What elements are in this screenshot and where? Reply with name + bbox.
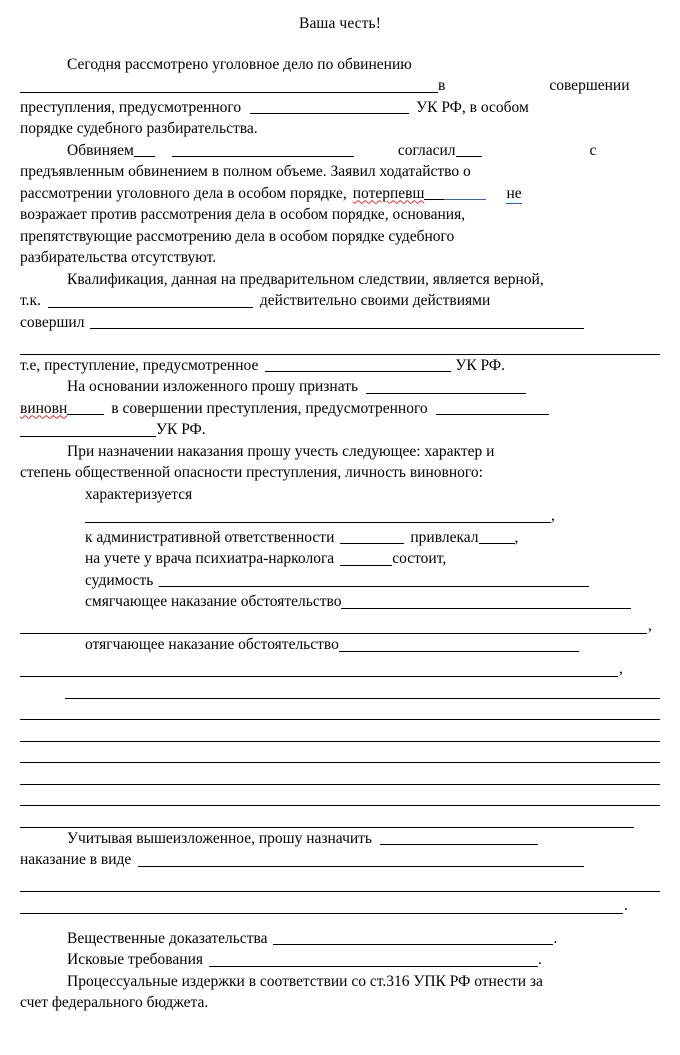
item-aggravating [20,634,660,656]
p3-line-5 [20,355,660,377]
p3-word-te: т.е, преступление, предусмотренное [20,356,259,374]
paragraph-evidence-costs [20,928,660,1014]
p3-line-3 [20,312,660,334]
blank-aggravating-b[interactable] [20,656,618,678]
blank-characterization[interactable] [85,508,551,523]
paragraph-penalty-request [20,828,660,914]
blank-penalty-4-row [20,892,660,914]
p3-word-deystvitelno: действительно своими действиями [259,292,491,309]
blank-penalty-2[interactable] [138,852,584,867]
item-admin-liability-label-a: к административной ответственности [85,528,335,546]
p1-line-1: Сегодня рассмотрено уголовное дело по обвинению [67,55,412,73]
item-characterization [20,484,660,527]
p2-line-6: разбирательства отсутствуют. [20,249,217,266]
paragraph-case-intro [20,54,660,140]
free-line-2[interactable] [20,699,660,721]
item-mitigating [20,591,660,613]
free-line-1[interactable] [65,677,660,699]
item-psych-registry-label: на учете у врача психиатра-нарколога [85,550,335,567]
item-admin-liability-label-b: привлекал [410,528,479,546]
p8-line-claims [20,949,660,971]
blank-article-1[interactable] [250,99,409,114]
p1-word-v: в [438,77,446,94]
blank-mitigating-a[interactable] [341,594,631,609]
blank-admin-liability[interactable] [340,529,404,544]
p3-line-1: Квалификация, данная на предварительном следствии, является верной, [67,270,544,288]
blank-civil-claims[interactable] [209,952,538,967]
p3-line-2 [20,290,660,312]
item-characterization-tail: , [551,507,555,524]
item-criminal-record [20,570,660,592]
p8-line-evidence [20,928,660,950]
item-admin-liability-tail: , [514,528,519,546]
free-line-4[interactable] [20,742,660,764]
free-line-7[interactable] [20,806,634,828]
blank-obvinyaem-ending[interactable] [134,142,155,157]
p4-word-ukrf: УК РФ. [156,421,206,438]
p4-line-2 [20,398,660,420]
free-line-row-1 [20,677,660,699]
p4-line-3 [20,419,660,441]
blank-article-3b[interactable] [20,422,156,437]
p1-line-2 [20,75,660,97]
blank-vinovn-ending[interactable] [67,400,104,415]
misspelled-word-vinovn: виновн [20,399,68,417]
paragraph-qualification [20,269,660,377]
p8-line-costs-a: Процессуальные издержки в соответствии со ст.316 УПК РФ отнести за [67,972,543,990]
p8-line-costs-b: счет федерального бюджета. [20,994,209,1011]
p1-word-sovershenii: совершении [549,77,630,94]
item-criminal-record-label: судимость [85,571,154,589]
p3-word-ukrf: УК РФ. [455,356,506,374]
item-aggravating-tail: , [619,660,623,677]
item-mitigating-label: смягчающее наказание обстоятельство [85,593,342,610]
page-title: Ваша честь! [299,15,381,32]
blank-aggravating-a[interactable] [339,637,579,652]
misspelled-word-poterpevsh: потерпевш [352,184,425,202]
p7-line-1 [20,828,660,850]
p5-line-2: степень общественной опасности преступления, личность виновного: [20,464,483,481]
free-line-row-7 [20,806,660,828]
item-psych-registry [20,548,660,570]
blank-article-3a[interactable] [436,400,549,415]
p5-line-1: При назначении наказания прошу учесть следующее: характер и [67,442,495,460]
blank-criminal-record[interactable] [159,572,589,587]
paragraph-accused-agreement [20,140,660,269]
paragraph-sentencing-intro [20,441,660,484]
grammar-blank-underline[interactable] [444,185,486,200]
blank-aggravating-b-row [20,656,660,678]
item-characterization-label: характеризуется [85,485,193,503]
blank-material-evidence[interactable] [273,930,553,945]
p2-word-ne: не [506,184,522,202]
paragraph-verdict-request [20,376,660,441]
p1-word-prestupleniya: преступления, предусмотренного [20,98,242,116]
blank-article-2[interactable] [265,357,451,372]
p4-word-v-sovershenii: в совершении преступления, предусмотренного [111,399,428,417]
p7-word-uchityvaya: Учитывая вышеизложенное, прошу назначить [67,829,372,847]
p8-word-iskovye: Исковые требования [67,951,203,968]
p4-word-na-osnovanii: На основании изложенного прошу признать [67,378,359,395]
p2-line-1 [20,140,660,162]
item-psych-registry-tail: состоит, [392,550,447,567]
free-line-3[interactable] [20,720,660,742]
blank-defendant-name[interactable] [20,78,438,93]
p2-line3-lead: рассмотрении уголовного дела в особом порядке, [20,184,347,202]
item-aggravating-label: отягчающее наказание обстоятельство [85,636,339,653]
p1-word-ukrf: УК РФ, в особом [416,98,529,116]
paragraph-character-items [20,484,660,828]
blank-accused-fio[interactable] [172,142,354,157]
blank-penalty-3[interactable] [20,871,660,893]
free-line-6[interactable] [20,785,660,807]
blank-poterpevsh-ending[interactable] [424,185,444,200]
item-mitigating-tail: , [648,617,652,634]
blank-guilty-person[interactable] [366,379,526,394]
p8-iskovye-tail: . [538,951,542,968]
section-spacer [20,914,660,928]
blank-soglasil-ending[interactable] [456,142,482,157]
blank-mitigating-b-row [20,613,660,635]
p7-tail-dot: . [624,896,628,914]
blank-penalty-4[interactable] [20,892,623,914]
p2-word-soglasil: согласил [397,141,456,159]
p3-word-tk: т.к. [20,292,41,309]
p8-veshchdok-tail: . [553,929,558,947]
p2-word-s: с [589,141,597,159]
free-line-5[interactable] [20,763,660,785]
p7-word-nakazanie: наказание в виде [20,851,132,868]
blank-psych-registry[interactable] [340,551,392,566]
p2-line-2: предъявленным обвинением в полном объеме. Заявил ходатайство о [20,163,471,180]
blank-committed-act-1[interactable] [90,314,584,329]
p8-word-veshchdok: Вещественные доказательства [67,929,268,947]
p1-line-3 [20,97,660,119]
blank-privlekal-ending[interactable] [479,529,515,544]
p2-line-3 [20,183,660,205]
blank-penalty-1[interactable] [380,830,538,845]
blank-committed-act-2[interactable] [20,333,660,355]
p2-word-obvinyaem: Обвиняем [67,141,134,159]
blank-mitigating-b[interactable] [20,613,647,635]
p3-word-sovershil: совершил [20,313,85,331]
item-admin-liability [20,527,660,549]
blank-defendant-qualification[interactable] [48,293,253,308]
p2-line-4: возражает против рассмотрения дела в особом порядке, основания, [20,206,466,223]
p2-line-5: препятствующие рассмотрению дела в особом порядке судебного [20,227,455,245]
p1-line-4: порядке судебного разбирательства. [20,120,258,137]
p7-line-2 [20,849,660,871]
p4-line-1 [20,376,660,398]
